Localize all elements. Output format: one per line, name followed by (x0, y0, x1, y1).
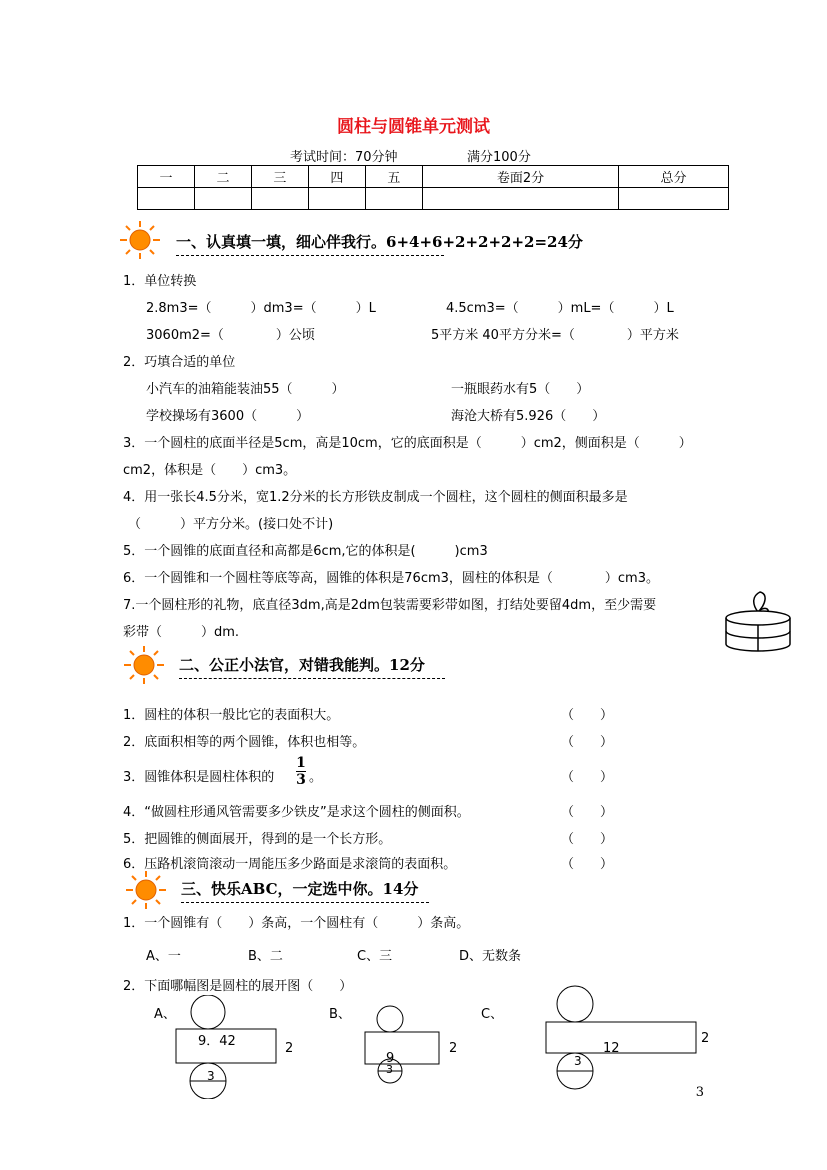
s3-q1-option: D、无数条 (459, 949, 522, 964)
s1-line: 2．巧填合适的单位 (123, 355, 236, 370)
sun-icon (124, 870, 168, 910)
figure-b-net (360, 1005, 444, 1085)
s2-item: 1．圆柱的体积一般比它的表面积大。 (123, 708, 340, 723)
section1-heading: 一、认真填一填，细心伴我行。6+4+6+2+2+2+2=24分 (176, 233, 583, 251)
fraction-one-third: 1 3 (296, 755, 306, 788)
page-number: 3 (695, 1085, 704, 1100)
s1-line: 学校操场有3600（ ） (146, 409, 310, 424)
s2-item: 4．“做圆柱形通风管需要多少铁皮”是求这个圆柱的侧面积。 (123, 805, 470, 820)
s1-line: 5．一个圆锥的底面直径和高都是6cm,它的体积是( )cm3 (123, 544, 488, 559)
s2-item: 6．压路机滚筒滚动一周能压多少路面是求滚筒的表面积。 (123, 857, 457, 872)
answer-paren: （ ） (561, 832, 614, 847)
fraction-period: 。 (309, 770, 323, 785)
figure-c-rect-label: 12 (603, 1041, 620, 1056)
answer-paren: （ ） (561, 805, 614, 820)
gift-box-icon (722, 590, 794, 654)
s1-line: cm2，体积是（ ）cm3。 (123, 463, 297, 478)
score-header: 二 (194, 166, 251, 188)
figure-a-rect-label: 9．42 (198, 1034, 236, 1049)
score-cell (138, 188, 195, 210)
s2-item: 2．底面积相等的两个圆锥，体积也相等。 (123, 735, 366, 750)
s1-line: 小汽车的油箱能装油55（ ） (146, 382, 345, 397)
s1-line: 2.8m3=（ ）dm3=（ ）L (146, 301, 376, 316)
s1-line: 3060m2=（ ）公顷 (146, 328, 315, 343)
section2-heading: 二、公正小法官，对错我能判。12分 (179, 656, 425, 674)
answer-paren: （ ） (561, 857, 614, 872)
section3-heading: 三、快乐ABC，一定选中你。14分 (181, 880, 419, 898)
s1-line: 海沧大桥有5.926（ ） (451, 409, 606, 424)
s1-line: 彩带（ ）dm. (123, 625, 240, 640)
answer-paren: （ ） (561, 708, 614, 723)
score-cell (251, 188, 308, 210)
figure-c-side: 2 (701, 1031, 710, 1046)
figure-a-letter: A、 (154, 1007, 176, 1022)
figure-b-letter: B、 (329, 1007, 351, 1022)
answer-paren: （ ） (561, 735, 614, 750)
s1-line: 1．单位转换 (123, 274, 197, 289)
score-cell (365, 188, 422, 210)
s1-line: 6．一个圆锥和一个圆柱等底等高，圆锥的体积是76cm3，圆柱的体积是（ ）cm3。 (123, 571, 659, 586)
score-header: 卷面2分 (422, 166, 618, 188)
figure-c-letter: C、 (481, 1007, 504, 1022)
figure-c-net (540, 985, 702, 1097)
figure-b-rect-label: 9 (386, 1051, 395, 1066)
score-header: 四 (308, 166, 365, 188)
figure-a-side: 2 (285, 1041, 294, 1056)
s1-line: 3．一个圆柱的底面半径是5cm，高是10cm，它的底面积是（ ）cm2，侧面积是（ ） (123, 436, 692, 451)
s3-q1-option: C、三 (357, 949, 393, 964)
s1-line: 一瓶眼药水有5（ ） (451, 382, 590, 397)
s1-line: 7.一个圆柱形的礼物，底直径3dm,高是2dm包装需要彩带如图，打结处要留4dm，至少需要 (123, 598, 657, 613)
figure-b-side: 2 (449, 1041, 458, 1056)
sun-icon (118, 220, 162, 260)
score-cell (308, 188, 365, 210)
score-header: 总分 (619, 166, 729, 188)
full-score: 满分100分 (467, 150, 531, 165)
exam-time: 考试时间：70分钟 (290, 150, 398, 165)
s1-line: 5平方米 40平方分米=（ ）平方米 (431, 328, 679, 343)
s3-q2: 2．下面哪幅图是圆柱的展开图（ ） (123, 979, 353, 994)
s2-item: 3．圆锥体积是圆柱体积的 (123, 770, 275, 785)
figure-c-circle-label: 3 (574, 1054, 582, 1068)
score-cell (422, 188, 618, 210)
s1-line: 4．用一张长4.5分米，宽1.2分米的长方形铁皮制成一个圆柱，这个圆柱的侧面积最多是 (123, 490, 628, 505)
score-header: 一 (138, 166, 195, 188)
score-header: 三 (251, 166, 308, 188)
score-header: 五 (365, 166, 422, 188)
s3-q1-option: B、二 (248, 949, 283, 964)
s3-q1-option: A、一 (146, 949, 181, 964)
page-title: 圆柱与圆锥单元测试 (337, 117, 490, 137)
answer-paren: （ ） (561, 770, 614, 785)
figure-a-circle-label: 3 (207, 1069, 215, 1083)
s1-line: （ ）平方分米。(接口处不计) (128, 517, 334, 532)
score-cell (194, 188, 251, 210)
s2-item: 5．把圆锥的侧面展开，得到的是一个长方形。 (123, 832, 392, 847)
sun-icon (122, 645, 166, 685)
figure-b-circle-label: 3 (386, 1063, 393, 1076)
s3-q1: 1．一个圆锥有（ ）条高，一个圆柱有（ ）条高。 (123, 916, 470, 931)
score-cell (619, 188, 729, 210)
s1-line: 4.5cm3=（ ）mL=（ ）L (446, 301, 674, 316)
score-table (137, 165, 729, 210)
